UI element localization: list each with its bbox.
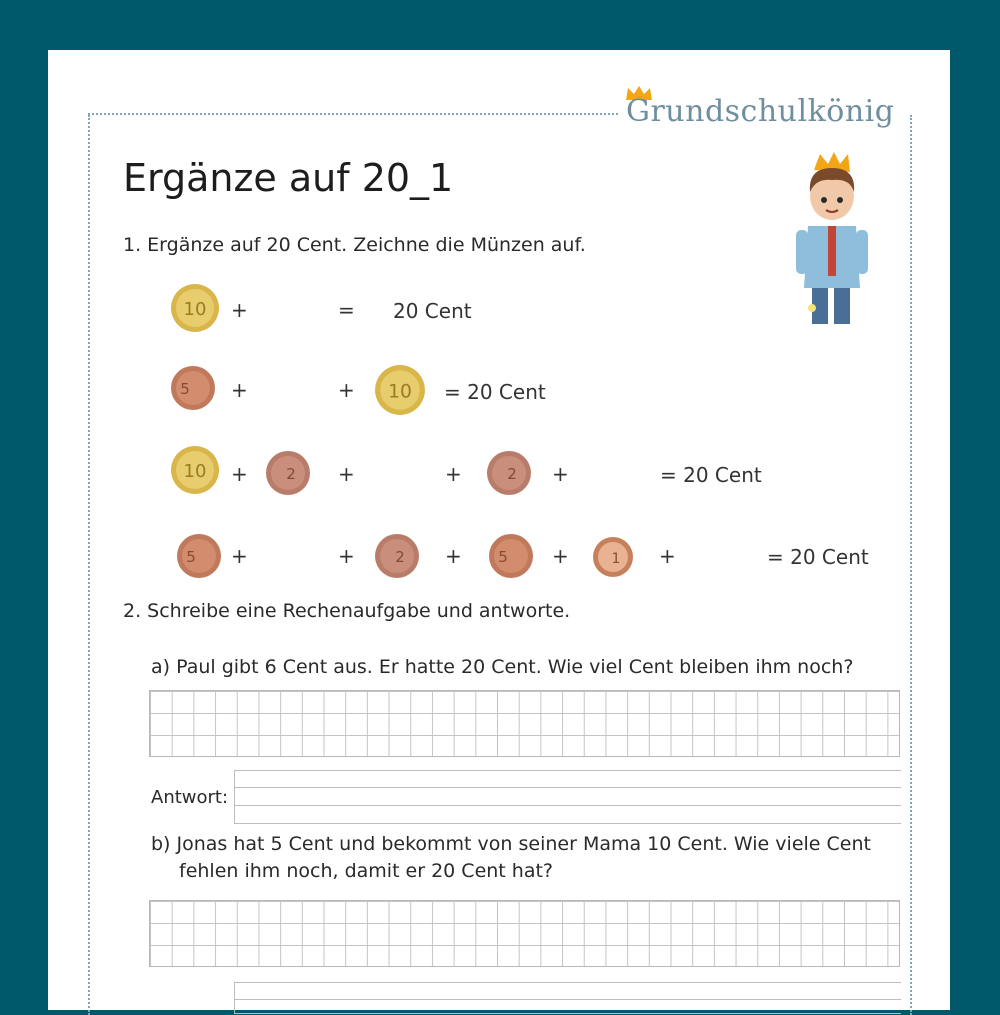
plus-sign: +: [659, 544, 676, 568]
svg-text:5: 5: [498, 548, 508, 566]
svg-text:10: 10: [183, 461, 207, 482]
row1-result: 20 Cent: [393, 299, 472, 323]
answer-label-a: Antwort:: [151, 787, 229, 808]
plus-sign: +: [338, 462, 355, 486]
plus-sign: +: [231, 462, 248, 486]
equals-sign: =: [338, 298, 355, 322]
ten-cent-coin-icon: [170, 445, 220, 495]
plus-sign: +: [445, 544, 462, 568]
two-cent-coin-icon: [486, 450, 532, 496]
svg-text:10: 10: [183, 299, 207, 320]
plus-sign: +: [338, 378, 355, 402]
task2b-text-line1: b) Jonas hat 5 Cent und bekommt von seiner Mama 10 Cent. Wie viele Cent: [151, 833, 871, 855]
plus-sign: +: [231, 378, 248, 402]
plus-sign: +: [552, 462, 569, 486]
plus-sign: +: [445, 462, 462, 486]
five-cent-coin-icon: [176, 533, 222, 579]
answer-lines-a[interactable]: [234, 770, 901, 824]
row3-result: = 20 Cent: [660, 463, 762, 487]
calculation-grid-b[interactable]: [149, 900, 900, 967]
page-title: Ergänze auf 20_1: [123, 156, 454, 200]
two-cent-coin-icon: [265, 450, 311, 496]
task2a-text: a) Paul gibt 6 Cent aus. Er hatte 20 Cent. Wie viel Cent bleiben ihm noch?: [151, 656, 854, 678]
task1-heading: 1. Ergänze auf 20 Cent. Zeichne die Münzen auf.: [123, 234, 586, 256]
two-cent-coin-icon: [374, 533, 420, 579]
row4-result: = 20 Cent: [767, 545, 869, 569]
svg-text:1: 1: [611, 551, 621, 567]
task2-heading: 2. Schreibe eine Rechenaufgabe und antworte.: [123, 600, 571, 622]
five-cent-coin-icon: [488, 533, 534, 579]
svg-text:5: 5: [186, 548, 196, 566]
task2b-text-line2: fehlen ihm noch, damit er 20 Cent hat?: [179, 860, 554, 882]
ten-cent-coin-icon: [374, 364, 426, 416]
boy-with-crown-illustration: [790, 150, 870, 330]
row2-result: = 20 Cent: [444, 380, 546, 404]
calculation-grid-a[interactable]: [149, 690, 900, 757]
one-cent-coin-icon: [592, 536, 634, 578]
svg-text:2: 2: [286, 465, 296, 483]
plus-sign: +: [338, 544, 355, 568]
svg-text:10: 10: [388, 381, 412, 403]
svg-text:2: 2: [395, 548, 405, 566]
svg-text:5: 5: [180, 380, 190, 398]
answer-lines-b[interactable]: [234, 982, 901, 1014]
plus-sign: +: [552, 544, 569, 568]
five-cent-coin-icon: [170, 365, 216, 411]
plus-sign: +: [231, 544, 248, 568]
ten-cent-coin-icon: [170, 283, 220, 333]
plus-sign: +: [231, 298, 248, 322]
brand-logo-text: Grundschulkönig: [626, 94, 895, 129]
svg-text:2: 2: [507, 465, 517, 483]
